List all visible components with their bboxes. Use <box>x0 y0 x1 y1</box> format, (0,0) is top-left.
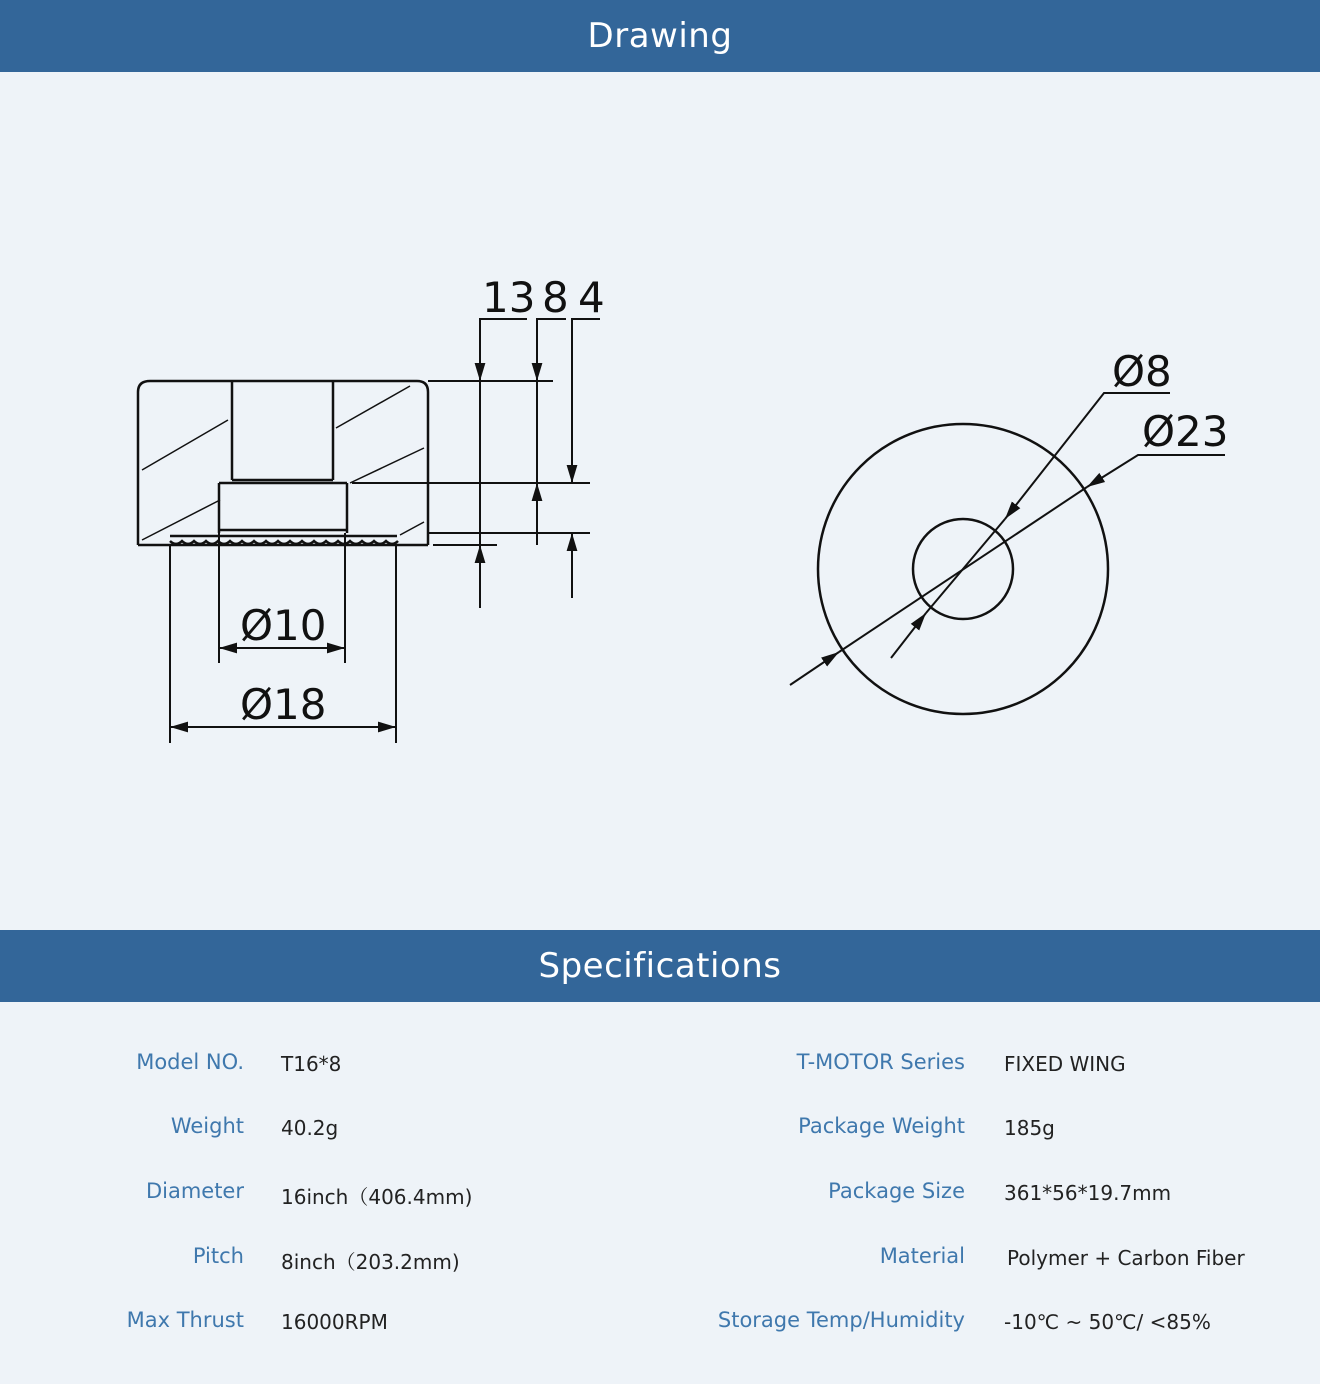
dim-height-total: 13 <box>482 273 536 322</box>
spec-value-weight: 40.2g <box>281 1116 339 1140</box>
spec-value-pitch: 8inch（203.2mm) <box>281 1250 460 1274</box>
spec-label-material: Material <box>879 1244 965 1268</box>
spec-label-weight: Weight <box>170 1114 244 1138</box>
dim-inner-diameter: Ø8 <box>1112 347 1172 396</box>
specs-table <box>0 1002 1320 1384</box>
spec-label-storage: Storage Temp/Humidity <box>717 1308 965 1332</box>
spec-value-material: Polymer + Carbon Fiber <box>1007 1246 1245 1270</box>
spec-value-model: T16*8 <box>281 1052 342 1076</box>
spec-value-package-weight: 185g <box>1004 1116 1055 1140</box>
spec-value-diameter: 16inch（406.4mm) <box>281 1185 473 1209</box>
spec-label-package-size: Package Size <box>828 1179 965 1203</box>
spec-label-max-thrust: Max Thrust <box>126 1308 244 1332</box>
spec-value-package-size: 361*56*19.7mm <box>1004 1181 1172 1205</box>
specs-header: Specifications <box>0 930 1320 1002</box>
spec-label-diameter: Diameter <box>145 1179 244 1203</box>
spec-value-max-thrust: 16000RPM <box>281 1310 388 1334</box>
spec-label-package-weight: Package Weight <box>798 1114 965 1138</box>
spec-label-model: Model NO. <box>136 1050 244 1074</box>
dim-outer-diameter: Ø23 <box>1142 407 1229 456</box>
spec-label-series: T-MOTOR Series <box>796 1050 965 1074</box>
dim-height-top: 4 <box>578 273 605 322</box>
dim-height-mid: 8 <box>542 273 569 322</box>
dim-bore-small: Ø10 <box>240 601 327 650</box>
spec-value-series: FIXED WING <box>1004 1052 1126 1076</box>
drawing-header: Drawing <box>0 0 1320 72</box>
side-view <box>138 319 600 743</box>
drawing-area <box>0 72 1320 930</box>
technical-drawing <box>0 72 1320 930</box>
spec-value-storage: -10℃ ~ 50℃/ <85% <box>1004 1310 1211 1334</box>
dim-hub-diameter: Ø18 <box>240 680 327 729</box>
spec-label-pitch: Pitch <box>192 1244 244 1268</box>
